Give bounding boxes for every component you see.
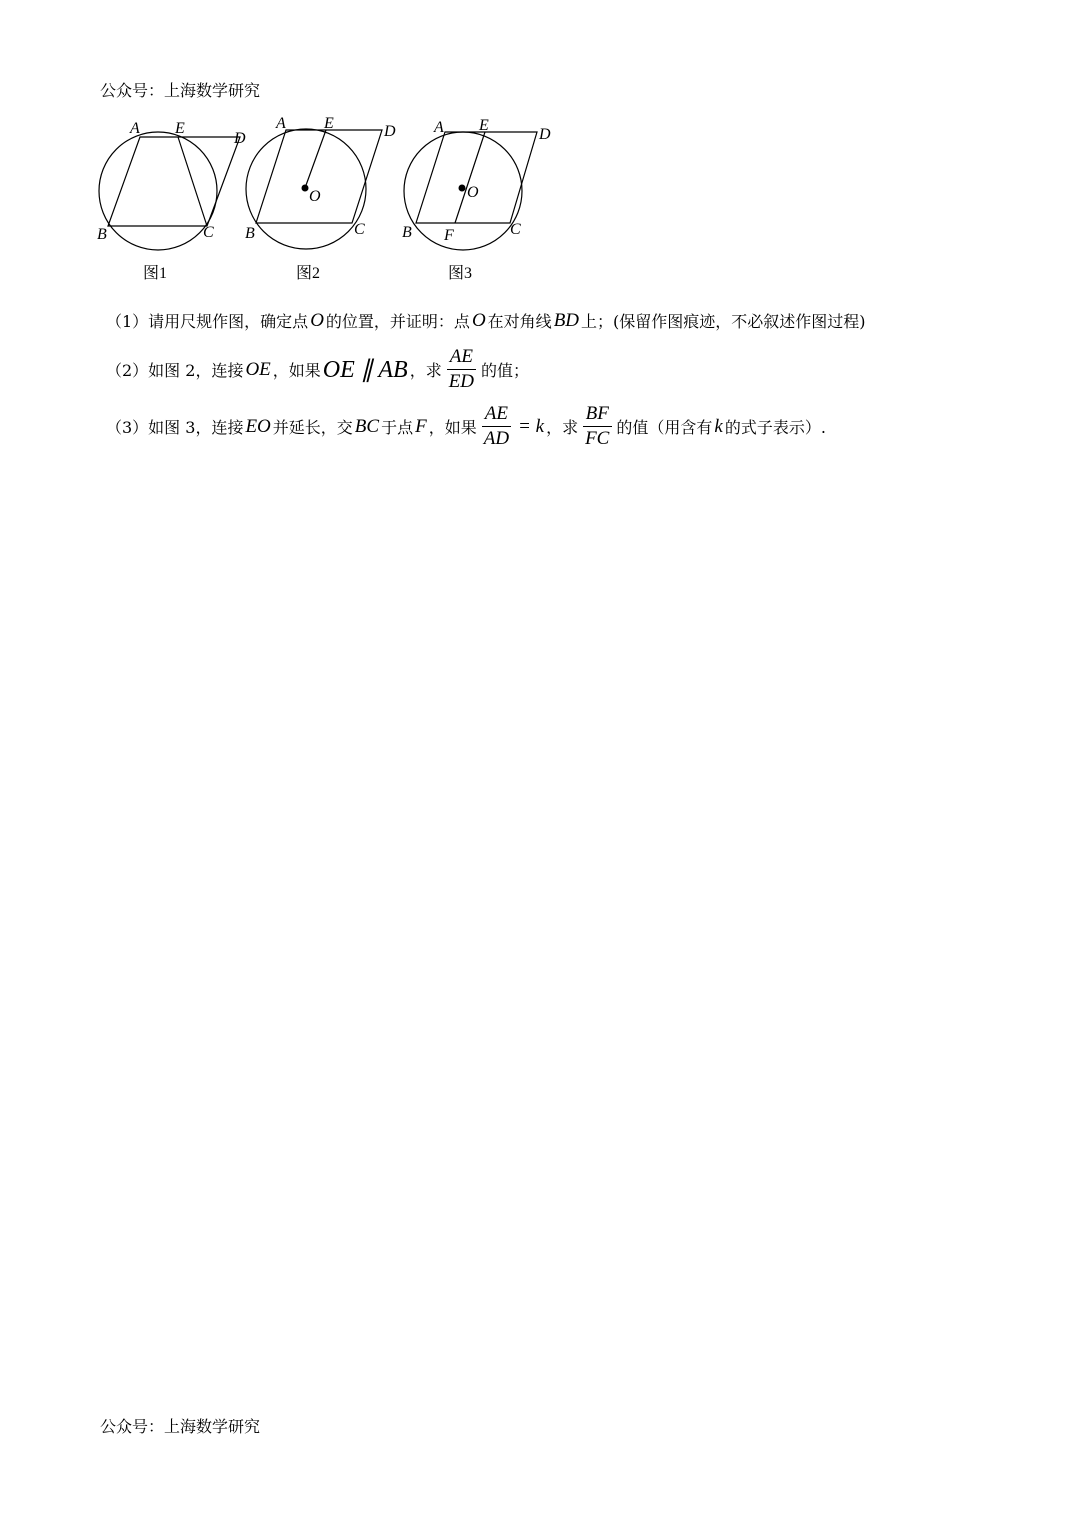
fig1-caption: 图1 bbox=[143, 265, 168, 282]
q3-text-1: （3）如图 3，连接 bbox=[106, 418, 244, 437]
q2-fraction-denominator: ED bbox=[448, 371, 475, 392]
q2-text-3: ，求 bbox=[409, 361, 442, 380]
question-1 bbox=[106, 309, 866, 332]
q3-fraction-1-denominator: AD bbox=[483, 428, 510, 449]
fig3-label-c: C bbox=[510, 221, 521, 238]
q2-math-parallel: OE ∥ AB bbox=[322, 357, 408, 383]
q3-fraction-2 bbox=[582, 402, 612, 451]
fig2-label-e: E bbox=[324, 115, 334, 132]
q3-math-k: k bbox=[714, 415, 723, 437]
q2-math-oe: OE bbox=[245, 358, 271, 380]
fig1-label-a: A bbox=[130, 120, 140, 137]
q3-math-eo: EO bbox=[245, 415, 271, 437]
fig3-segment-ef bbox=[455, 132, 485, 223]
fig2-segment-oe bbox=[305, 130, 326, 188]
q3-fraction-1-numerator: AE bbox=[482, 402, 511, 427]
fig3-label-b: B bbox=[402, 224, 412, 241]
q1-math-o-2: O bbox=[471, 309, 486, 331]
figure-1 bbox=[99, 132, 240, 250]
question-2 bbox=[106, 345, 529, 394]
q3-text-7: 的式子表示）. bbox=[724, 418, 826, 437]
q3-text-5: ，求 bbox=[546, 418, 579, 437]
fig3-caption: 图3 bbox=[448, 265, 473, 282]
q3-fraction-2-denominator: FC bbox=[585, 428, 610, 449]
fig1-label-d: D bbox=[234, 130, 246, 147]
q2-fraction bbox=[446, 345, 477, 394]
q3-fraction-2-numerator: BF bbox=[583, 402, 612, 427]
q3-text-4: ，如果 bbox=[428, 418, 477, 437]
fig1-label-e: E bbox=[175, 120, 185, 137]
q1-math-bd: BD bbox=[553, 309, 580, 331]
fig2-label-b: B bbox=[245, 225, 255, 242]
question-3 bbox=[106, 402, 826, 451]
q3-math-equals-k: = k bbox=[518, 415, 545, 437]
q1-text-2: 的位置，并证明：点 bbox=[325, 312, 470, 331]
fig1-label-c: C bbox=[203, 224, 214, 241]
figures bbox=[90, 112, 570, 287]
fig3-label-d: D bbox=[539, 126, 551, 143]
q3-text-3: 于点 bbox=[381, 418, 414, 437]
fig2-label-c: C bbox=[354, 221, 365, 238]
fig2-caption: 图2 bbox=[296, 265, 321, 282]
fig3-label-f: F bbox=[444, 227, 454, 244]
fig1-label-b: B bbox=[97, 226, 107, 243]
fig1-quad bbox=[108, 137, 240, 226]
q1-text-1: （1）请用尺规作图，确定点 bbox=[106, 312, 309, 331]
footer-text: 公众号：上海数学研究 bbox=[100, 1417, 261, 1436]
fig3-center-dot bbox=[459, 185, 466, 192]
q3-text-2: 并延长，交 bbox=[272, 418, 353, 437]
q1-text-3: 在对角线 bbox=[487, 312, 552, 331]
fig2-center-dot bbox=[302, 185, 309, 192]
q3-math-f: F bbox=[415, 415, 427, 437]
figures-svg bbox=[90, 112, 570, 287]
fig2-label-o: O bbox=[309, 188, 321, 205]
fig1-circle bbox=[99, 132, 217, 250]
q3-math-bc: BC bbox=[354, 415, 380, 437]
q2-text-1: （2）如图 2，连接 bbox=[106, 361, 244, 380]
fig3-label-o: O bbox=[467, 184, 479, 201]
fig3-label-e: E bbox=[479, 117, 489, 134]
fig2-label-a: A bbox=[276, 115, 286, 132]
q1-text-4: 上；(保留作图痕迹，不必叙述作图过程) bbox=[581, 312, 866, 331]
q3-text-6: 的值（用含有 bbox=[616, 418, 713, 437]
fig3-label-a: A bbox=[434, 119, 444, 136]
q2-fraction-numerator: AE bbox=[447, 345, 476, 370]
fig1-segment-ec bbox=[178, 137, 207, 226]
q1-math-o-1: O bbox=[310, 309, 324, 331]
fig2-label-d: D bbox=[384, 123, 396, 140]
q3-fraction-1 bbox=[481, 402, 512, 451]
q2-text-2: ，如果 bbox=[272, 361, 321, 380]
header-text: 公众号：上海数学研究 bbox=[100, 81, 261, 100]
q2-text-4: 的值； bbox=[481, 361, 530, 380]
